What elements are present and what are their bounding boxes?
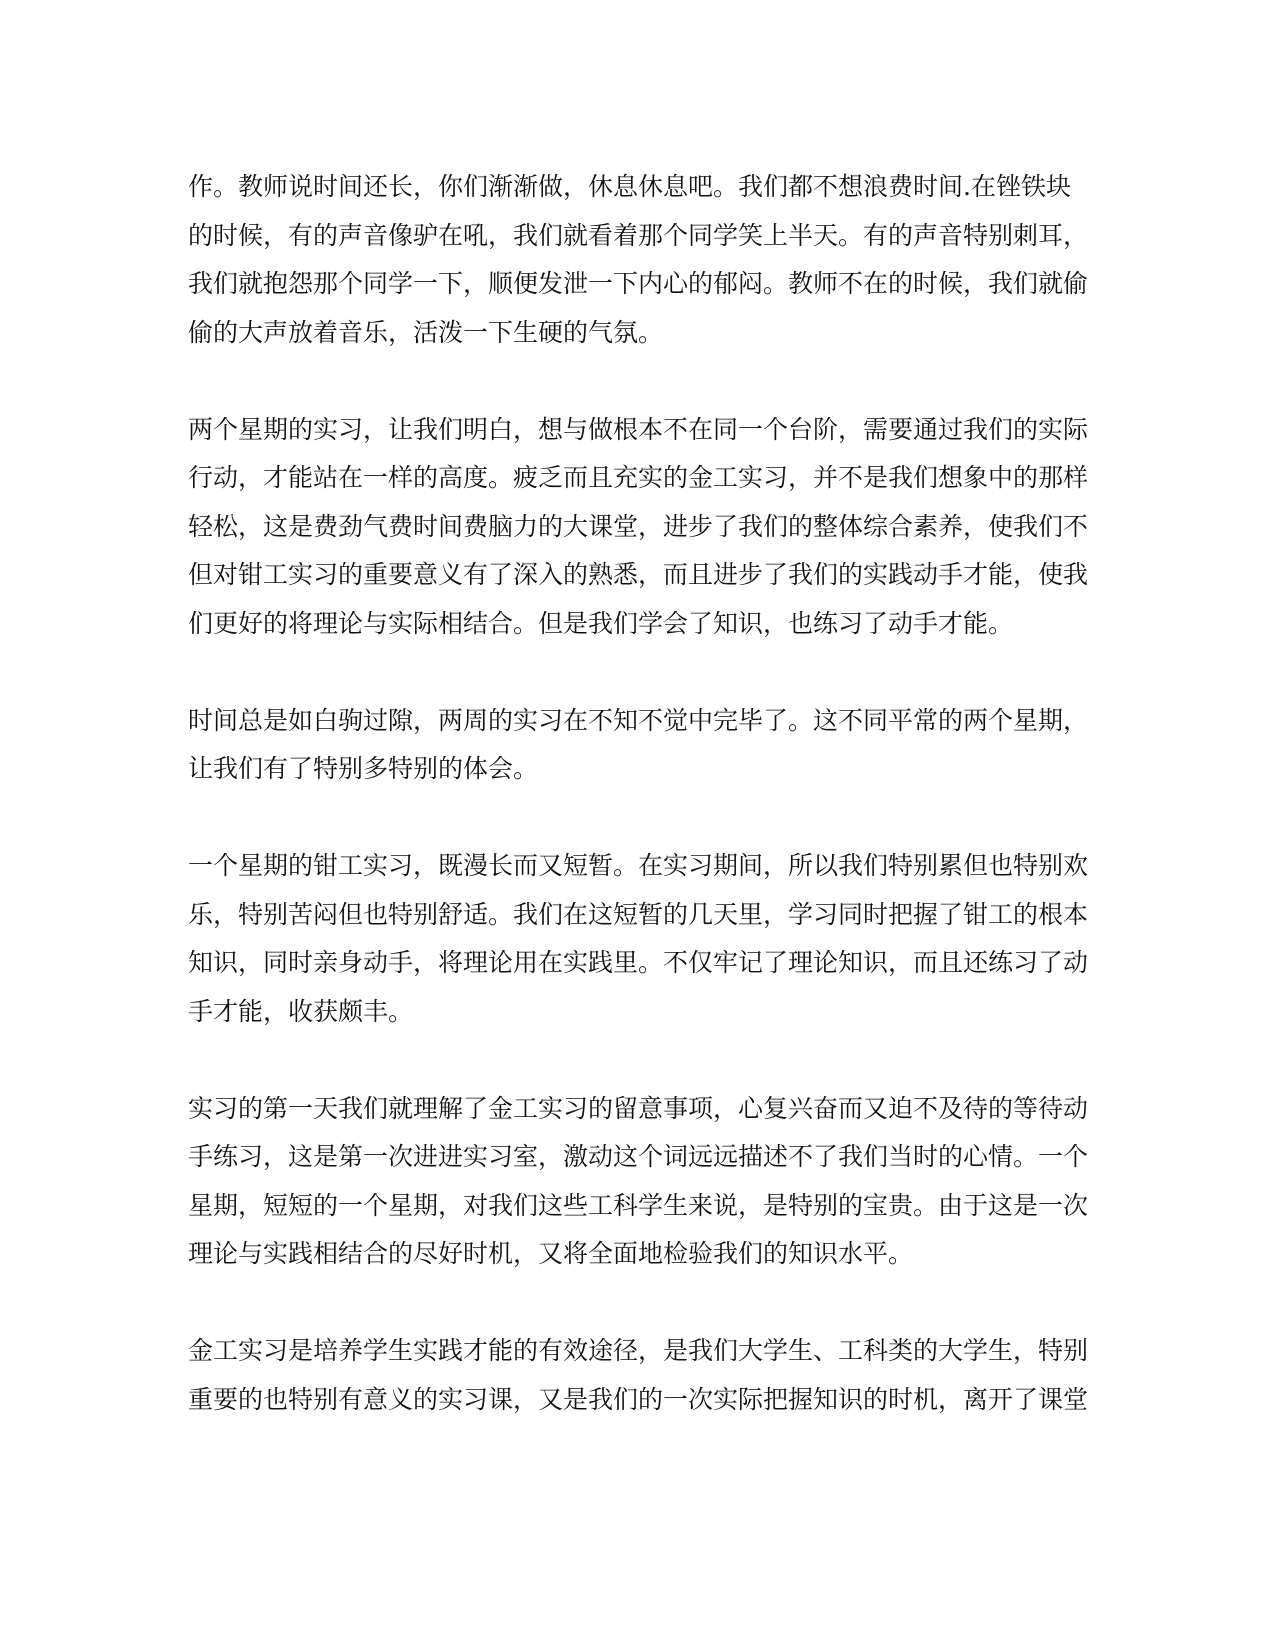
text-line: 行动，才能站在一样的高度。疲乏而且充实的金工实习，并不是我们想象中的那样 xyxy=(188,463,1089,492)
text-line: 手练习，这是第一次进进实习室，激动这个词远远描述不了我们当时的心情。一个 xyxy=(188,1142,1089,1171)
text-line: 一个星期的钳工实习，既漫长而又短暂。在实习期间，所以我们特别累但也特别欢 xyxy=(188,851,1089,880)
paragraph xyxy=(188,406,1088,649)
text-line: 轻松，这是费劲气费时间费脑力的大课堂，进步了我们的整体综合素养，使我们不 xyxy=(188,511,1089,541)
paragraph xyxy=(188,842,1088,1036)
text-line: 时间总是如白驹过隙，两周的实习在不知不觉中完毕了。这不同平常的两个星期， xyxy=(188,705,1089,735)
text-line: 们更好的将理论与实际相结合。但是我们学会了知识，也练习了动手才能。 xyxy=(188,608,1014,638)
text-line: 作。教师说时间还长，你们渐渐做，休息休息吧。我们都不想浪费时间.在锉铁块 xyxy=(188,172,1071,201)
text-line: 两个星期的实习，让我们明白，想与做根本不在同一个台阶，需要通过我们的实际 xyxy=(188,414,1089,444)
text-line: 乐，特别苦闷但也特别舒适。我们在这短暂的几天里，学习同时把握了钳工的根本 xyxy=(188,899,1089,929)
text-line: 手才能，收获颇丰。 xyxy=(188,996,414,1026)
text-line: 理论与实践相结合的尽好时机，又将全面地检验我们的知识水平。 xyxy=(188,1239,914,1268)
document-body xyxy=(188,163,1088,1424)
paragraph xyxy=(188,163,1088,357)
text-line: 但对钳工实习的重要意义有了深入的熟悉，而且进步了我们的实践动手才能，使我 xyxy=(188,560,1089,589)
text-line: 重要的也特别有意义的实习课，又是我们的一次实际把握知识的时机，离开了课堂 xyxy=(188,1384,1089,1414)
paragraph xyxy=(188,1085,1088,1279)
paragraph xyxy=(188,1327,1088,1424)
text-line: 金工实习是培养学生实践才能的有效途径，是我们大学生、工科类的大学生，特别 xyxy=(188,1336,1089,1365)
text-line: 星期，短短的一个星期，对我们这些工科学生来说，是特别的宝贵。由于这是一次 xyxy=(188,1190,1089,1220)
text-line: 让我们有了特别多特别的体会。 xyxy=(188,754,539,783)
text-line: 的时候，有的声音像驴在吼，我们就看着那个同学笑上半天。有的声音特别刺耳， xyxy=(188,220,1089,250)
text-line: 实习的第一天我们就理解了金工实习的留意事项，心复兴奋而又迫不及待的等待动 xyxy=(188,1093,1089,1123)
paragraph xyxy=(188,697,1088,794)
text-line: 知识，同时亲身动手，将理论用在实践里。不仅牢记了理论知识，而且还练习了动 xyxy=(188,948,1089,977)
text-line: 我们就抱怨那个同学一下，顺便发泄一下内心的郁闷。教师不在的时候，我们就偷 xyxy=(188,269,1089,298)
text-line: 偷的大声放着音乐，活泼一下生硬的气氛。 xyxy=(188,317,664,347)
